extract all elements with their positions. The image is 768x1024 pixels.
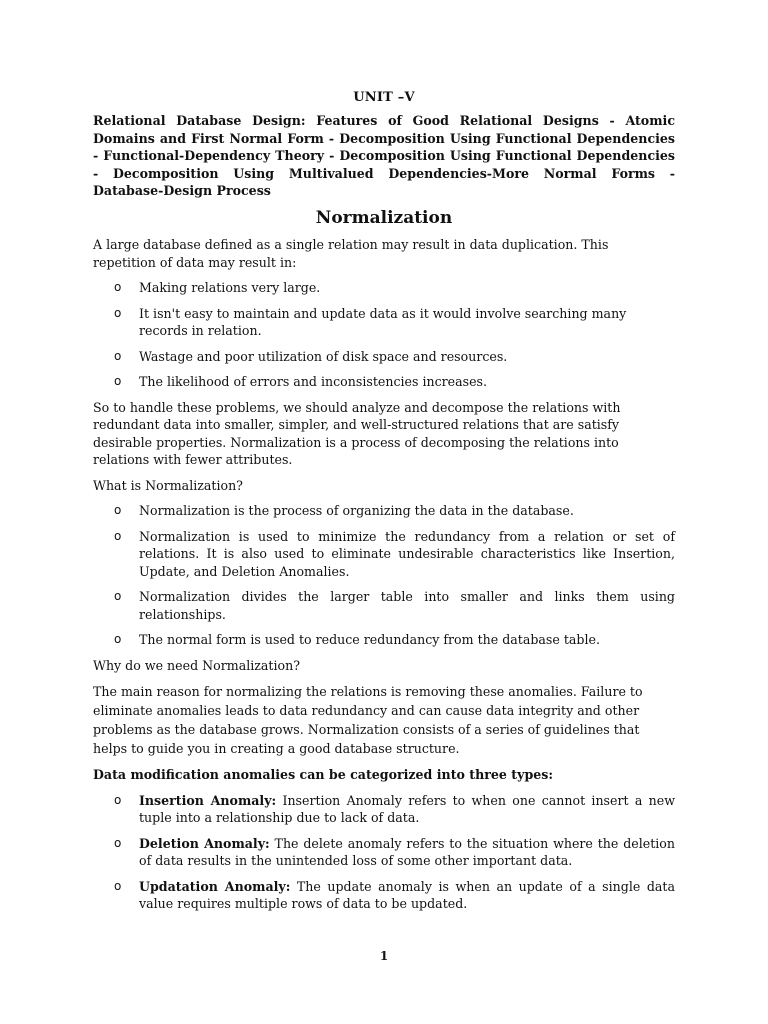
why-paragraph: The main reason for normalizing the relations is removing these anomalies. Failure to eliminate anomalies leads to data redundancy and can cause data integrity and other problems as the database grows. Normalization consists of a series of guidelines that helps to guide you in creating a good database structure. — [93, 684, 643, 756]
list-item-text: Wastage and poor utilization of disk space and resources. — [139, 348, 508, 364]
why-heading: Why do we need Normalization? — [93, 657, 300, 673]
list-item — [93, 528, 675, 581]
bullet-icon: o — [114, 280, 122, 294]
list-item — [93, 835, 675, 870]
bullet-icon: o — [114, 503, 122, 517]
anomaly-term: Deletion Anomaly: — [139, 835, 270, 851]
list-item — [93, 502, 675, 520]
list-item — [93, 279, 675, 297]
syllabus-text: Relational Database Design: Features of Good Relational Designs - Atomic Domains and First Normal Form - Decomposition Using Functional Dependencies - Functional-Dependency Theory - Decomposition Using Functional Dependencies - Decomposition Using Multivalued Dependencies-More Normal Forms - Database-Design Process — [93, 113, 675, 198]
bullet-icon: o — [114, 348, 122, 363]
anomaly-desc: Insertion Anomaly refers to when one cannot insert a new tuple into a relationship due to lack of data. — [139, 792, 675, 825]
list-item-text: The likelihood of errors and inconsistencies increases. — [139, 374, 488, 389]
handle-paragraph: So to handle these problems, we should analyze and decompose the relations with redundant data into smaller, simpler, and well-structured relations that are satisfy desirable properties. Normalization is a process of decomposing the relations into relations with fewer attributes. — [93, 399, 621, 467]
list-item — [93, 878, 675, 913]
intro-paragraph: A large database defined as a single relation may result in data duplication. This repetition of data may result in: — [93, 237, 609, 270]
list-item-text: Making relations very large. — [139, 280, 321, 295]
what-list — [93, 502, 675, 649]
list-item — [93, 348, 675, 366]
list-item — [93, 631, 675, 649]
anomaly-desc: The update anomaly is when an update of a single data value requires multiple rows of data to be updated. — [139, 878, 675, 911]
anomaly-desc: The delete anomaly refers to the situation where the deletion of data results in the unintended loss of some other important data. — [139, 835, 675, 868]
what-heading: What is Normalization? — [93, 477, 243, 493]
list-item-text: Normalization is used to minimize the redundancy from a relation or set of relations. It is also used to eliminate undesirable characteristics like Insertion, Update, and Deletion Anomalies. — [139, 528, 675, 579]
list-item — [93, 305, 675, 340]
list-item — [93, 588, 675, 623]
list-item — [93, 373, 675, 391]
anomaly-heading: Data modification anomalies can be categorized into three types: — [93, 767, 554, 782]
bullet-icon: o — [114, 878, 122, 893]
problems-list — [93, 279, 675, 391]
bullet-icon: o — [114, 589, 122, 603]
list-item-text: The normal form is used to reduce redundancy from the database table. — [139, 632, 600, 647]
bullet-icon: o — [114, 792, 122, 807]
list-item — [93, 792, 675, 827]
unit-title: UNIT –V — [353, 90, 415, 105]
list-item-text: Normalization divides the larger table into smaller and links them using relationships. — [139, 589, 675, 622]
list-item-text: Normalization is the process of organizing the data in the database. — [139, 503, 574, 518]
list-item-text: It isn't easy to maintain and update data as it would involve searching many records in relation. — [139, 305, 627, 338]
bullet-icon: o — [114, 835, 122, 850]
bullet-icon: o — [114, 305, 122, 320]
anomaly-term: Insertion Anomaly: — [139, 792, 277, 808]
section-heading: Normalization — [315, 208, 453, 228]
page-number: 1 — [379, 949, 389, 963]
bullet-icon: o — [114, 528, 122, 543]
body-content — [93, 236, 675, 921]
anomaly-term: Updatation Anomaly: — [139, 878, 291, 894]
anomaly-list — [93, 792, 675, 913]
bullet-icon: o — [114, 632, 122, 646]
bullet-icon: o — [114, 374, 122, 388]
